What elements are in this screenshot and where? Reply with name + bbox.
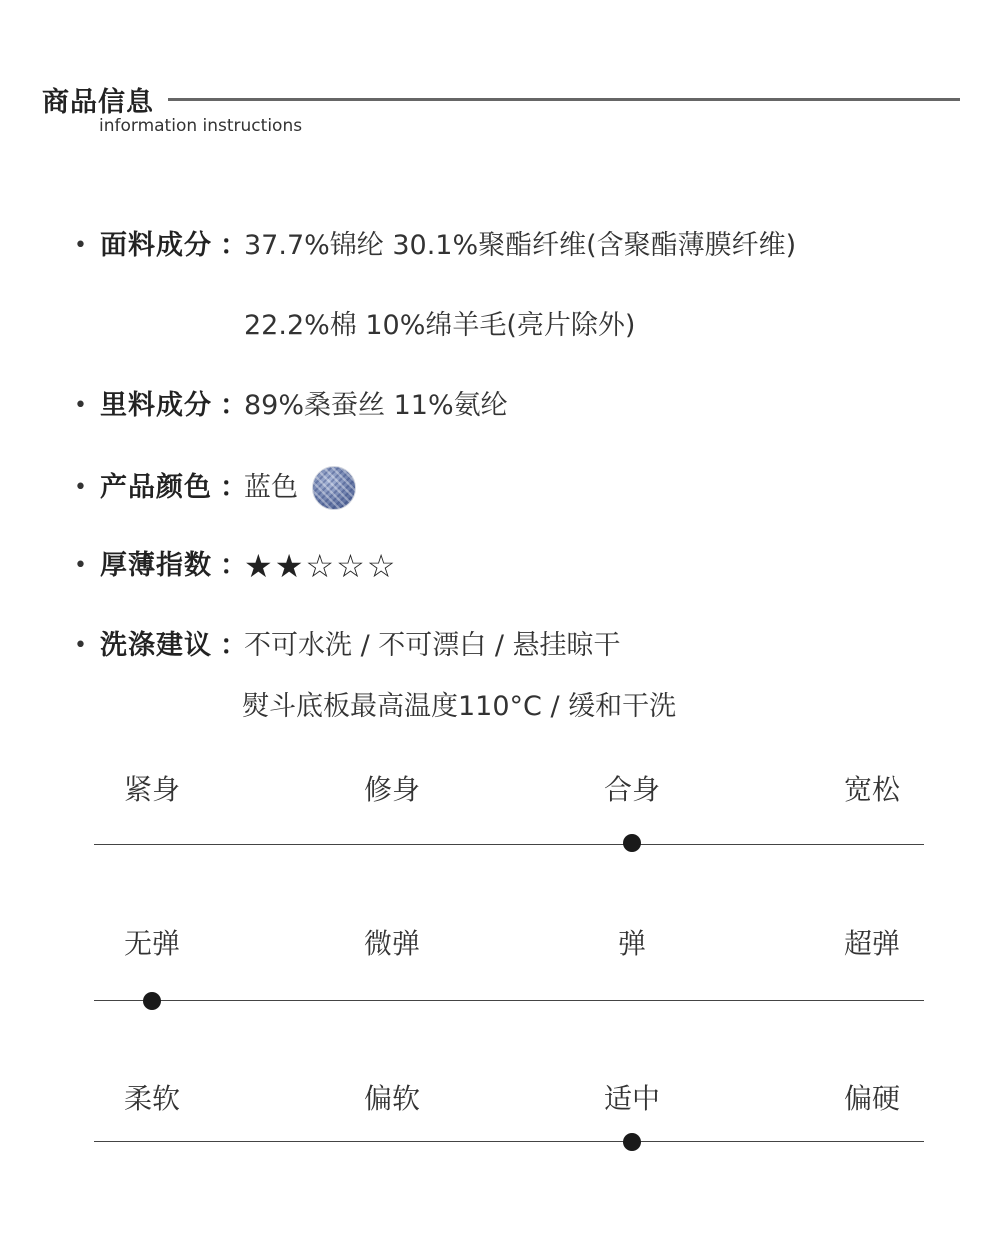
bullet: • — [74, 475, 87, 500]
scale-label: 适中 — [603, 1082, 660, 1115]
star-filled-icon: ★ — [274, 547, 304, 585]
scale-label: 宽松 — [843, 773, 900, 806]
star-filled-icon: ★ — [244, 547, 273, 585]
scale-label: 无弹 — [123, 927, 180, 960]
scale-label: 合身 — [603, 773, 660, 806]
info-row-fabric — [74, 228, 796, 264]
scale-label: 紧身 — [123, 773, 180, 806]
colon: ： — [220, 230, 247, 261]
lining-label: 里料成分 — [100, 390, 212, 421]
section-subtitle: information instructions — [99, 116, 303, 136]
section-title-rule — [168, 98, 960, 101]
scale-label: 超弹 — [843, 927, 900, 960]
star-empty-icon: ☆ — [305, 547, 335, 585]
info-row-thickness — [74, 548, 395, 584]
scale-label: 柔软 — [123, 1082, 180, 1115]
lining-value: 89%桑蚕丝 11%氨纶 — [244, 390, 508, 421]
scale-label: 偏硬 — [843, 1082, 900, 1115]
scale-indicator-dot — [623, 1133, 641, 1151]
thickness-label: 厚薄指数 — [100, 550, 212, 581]
star-empty-icon: ☆ — [366, 547, 396, 585]
colon: ： — [220, 630, 247, 661]
scale-label: 偏软 — [363, 1082, 420, 1115]
info-row-washing — [74, 628, 621, 664]
color-swatch-image — [312, 466, 356, 510]
thickness-stars — [244, 548, 395, 584]
scale-label: 修身 — [363, 773, 420, 806]
scale-label: 微弹 — [363, 927, 420, 960]
scale-label: 弹 — [617, 927, 646, 960]
scale-track — [94, 1141, 924, 1142]
bullet: • — [74, 553, 87, 578]
scale-elasticity — [94, 922, 924, 962]
color-label: 产品颜色 — [100, 472, 212, 503]
colon: ： — [220, 390, 247, 421]
section-title: 商品信息 — [42, 87, 154, 118]
scale-indicator-dot — [143, 992, 161, 1010]
colon: ： — [220, 472, 247, 503]
washing-label: 洗涤建议 — [100, 630, 212, 661]
fabric-label: 面料成分 — [100, 230, 212, 261]
fabric-value-line1: 37.7%锦纶 30.1%聚酯纤维(含聚酯薄膜纤维) — [244, 230, 797, 261]
fabric-value-line2: 22.2%棉 10%绵羊毛(亮片除外) — [244, 310, 636, 341]
washing-value-line2: 熨斗底板最高温度110°C / 缓和干洗 — [242, 691, 677, 722]
bullet: • — [74, 233, 87, 258]
colon: ： — [220, 550, 247, 581]
info-row-lining — [74, 388, 508, 424]
scale-softness — [94, 1077, 924, 1117]
bullet: • — [74, 393, 87, 418]
washing-value-line1: 不可水洗 / 不可漂白 / 悬挂晾干 — [244, 630, 621, 661]
bullet: • — [74, 633, 87, 658]
info-row-color — [74, 466, 356, 510]
scale-track — [94, 1000, 924, 1001]
scale-track — [94, 844, 924, 845]
scale-fit — [94, 768, 924, 808]
scale-indicator-dot — [623, 834, 641, 852]
color-value: 蓝色 — [244, 472, 298, 503]
star-empty-icon: ☆ — [336, 547, 365, 585]
